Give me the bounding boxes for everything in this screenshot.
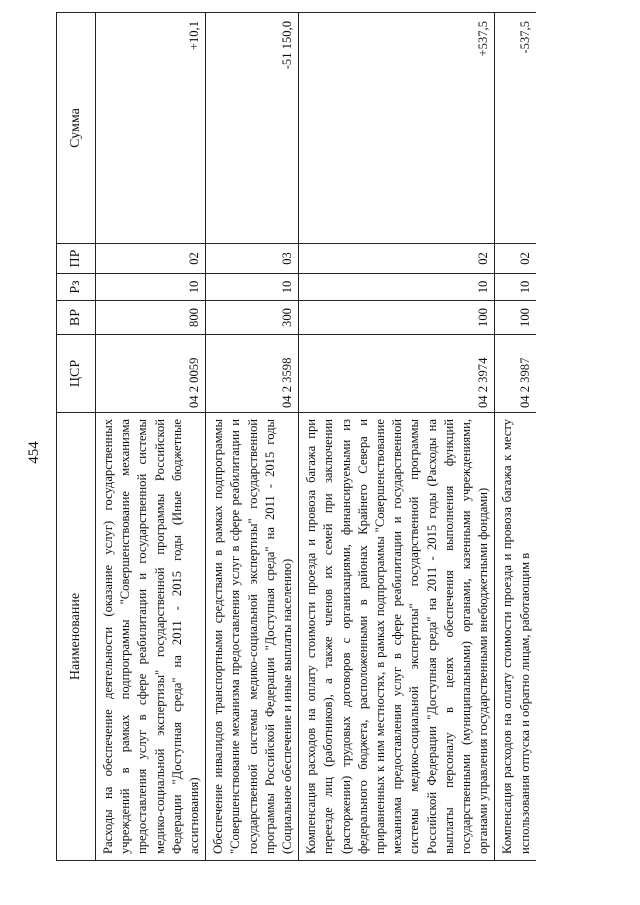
row-name: Компенсация расходов на оплату стоимости проезда и провоза багажа к месту использования отпуска и обратно лицам, работающим в xyxy=(495,413,536,861)
column-header-sum: Сумма xyxy=(57,13,96,244)
row-name: Обеспечение инвалидов транспортными средствами в рамках подпрограммы "Совершенствование механизма предоставления услуг в сфере реабилитации и государственной системы медико-социальной экспертизы" государственной программы Российской Федерации "Доступная среда" на 2011 - 2015 годы (Социальное обеспечение и иные выплаты населению) xyxy=(206,413,299,861)
row-pr: 02 xyxy=(495,244,536,274)
row-vr: 100 xyxy=(299,301,495,335)
row-csr: 04 2 0059 xyxy=(96,335,206,413)
row-pr: 02 xyxy=(96,244,206,274)
row-rz: 10 xyxy=(495,274,536,301)
row-name: Расходы на обеспечение деятельности (оказание услуг) государственных учреждений в рамках подпрограммы "Совершенствование механизма предоставления услуг в сфере реабилитации и государственной системы медико-социальной экспертизы" государственной программы Российской Федерации "Доступная среда" на 2011 - 2015 годы (Иные бюджетные ассигнования) xyxy=(96,413,206,861)
row-rz: 10 xyxy=(206,274,299,301)
column-header-vr: ВР xyxy=(57,301,96,335)
row-vr: 300 xyxy=(206,301,299,335)
row-name: Компенсация расходов на оплату стоимости проезда и провоза багажа при переезде лиц (работников), а также членов их семей при заключении (расторжении) трудовых договоров с организациями, финансируемыми из федерального бюджета, расположенными в районах Крайнего Севера и приравненных к ним местностях, в рамках подпрограммы "Совершенствование механизма предоставления услуг в сфере реабилитации и государственной системы медико-социальной экспертизы" государственной программы Российской Федерации "Доступная среда" на 2011 - 2015 годы (Расходы на выплаты персоналу в целях обеспечения выполнения функций государственными (муниципальными) органами, казенными учреждениями, органами управления государственными внебюджетными фондами) xyxy=(299,413,495,861)
table-row xyxy=(206,13,299,861)
table-row xyxy=(96,13,206,861)
row-vr: 800 xyxy=(96,301,206,335)
row-sum: +537,5 xyxy=(299,13,495,244)
row-sum: -537,5 xyxy=(495,13,536,244)
row-rz: 10 xyxy=(299,274,495,301)
budget-table xyxy=(56,12,536,861)
row-sum: +10,1 xyxy=(96,13,206,244)
column-header-rz: Рз xyxy=(57,274,96,301)
table-row xyxy=(495,13,536,861)
page-number: 454 xyxy=(26,441,42,464)
row-csr: 04 2 3987 xyxy=(495,335,536,413)
row-vr: 100 xyxy=(495,301,536,335)
column-header-name: Наименование xyxy=(57,413,96,861)
row-pr: 03 xyxy=(206,244,299,274)
column-header-pr: ПР xyxy=(57,244,96,274)
row-sum: -51 150,0 xyxy=(206,13,299,244)
row-csr: 04 2 3598 xyxy=(206,335,299,413)
row-rz: 10 xyxy=(96,274,206,301)
row-pr: 02 xyxy=(299,244,495,274)
table-row xyxy=(299,13,495,861)
table-header-row xyxy=(57,13,96,861)
row-csr: 04 2 3974 xyxy=(299,335,495,413)
column-header-csr: ЦСР xyxy=(57,335,96,413)
